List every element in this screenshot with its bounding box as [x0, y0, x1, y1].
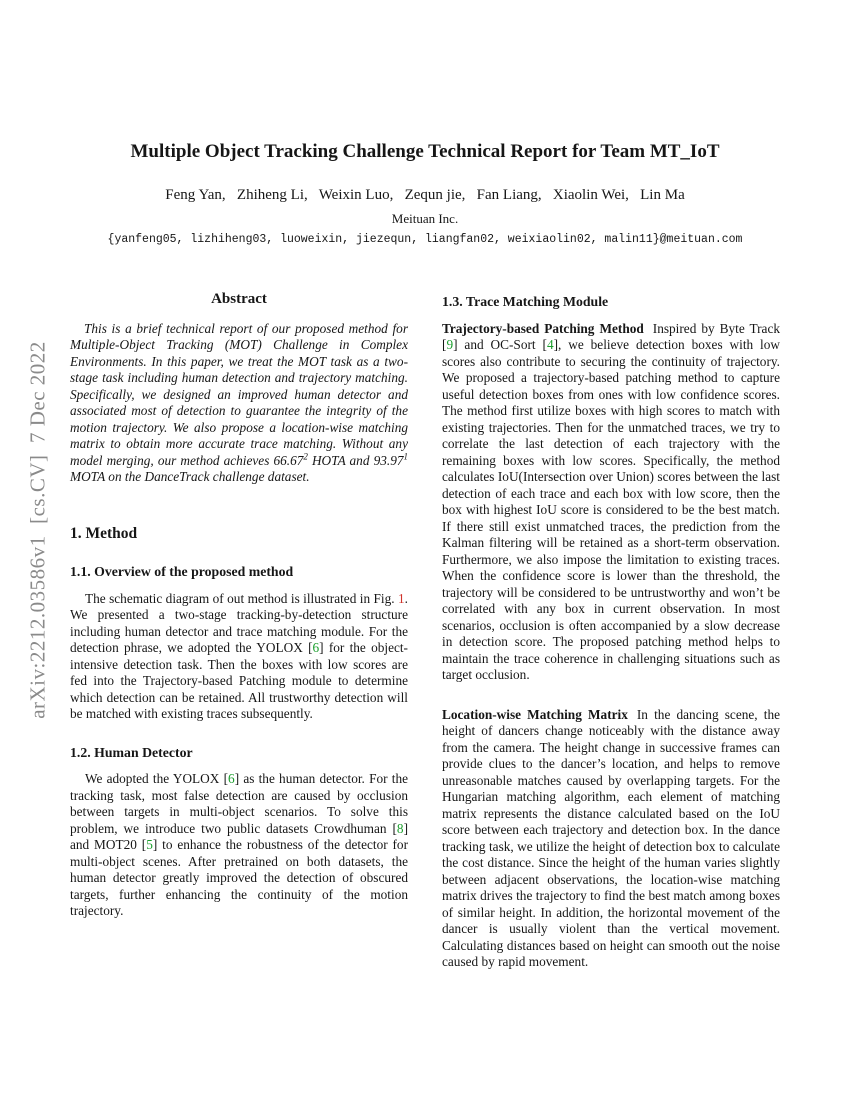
section-1-2-heading: 1.2. Human Detector — [70, 744, 193, 760]
author-list: Feng Yan, Zhiheng Li, Weixin Luo, Zequn jie, Fan Liang, Xiaolin Wei, Lin Ma — [165, 187, 685, 203]
affiliation: Meituan Inc. — [391, 211, 459, 226]
text-run: HOTA and 93.97 — [307, 452, 404, 468]
paper-header — [0, 141, 850, 246]
text-run: ] to enhance the robustness of the detector for multi-object scenes. After pretrained on both datasets, the human detector greatly improved the detection of obscured targets, further enhancing the continuity of the motion trajectory. — [70, 837, 409, 918]
superscript-note: 1 — [403, 451, 408, 462]
figure-ref-link[interactable]: 1 — [398, 590, 405, 606]
text-run: This is a brief technical report of our proposed method for Multiple-Object Tracking (MOT) Challenge in Complex Environments. In this paper, we treat the MOT task as a two-stage task including human detection and trajectory matching. Specifically, we designed an improved human detector and associated most of detection to guarantee the integrity of the motion trajectory. We also propose a location-wise matching matrix to obtain more accurate trace matching. Without any model merging, our method achieves 66.67 — [70, 320, 408, 468]
citation-link[interactable]: 6 — [228, 771, 235, 786]
location-matrix-paragraph — [442, 707, 780, 971]
citation-link[interactable]: 4 — [546, 337, 554, 352]
overview-paragraph — [70, 591, 408, 723]
text-run: ] and MOT20 [ — [70, 820, 408, 852]
section-1-3-heading: 1.3. Trace Matching Module — [442, 294, 609, 309]
text-run: ], we believe detection boxes with low scores also contribute to securing the continuity of trajectory. We proposed a trajectory-based patching method to capture useful detection boxes from ones with low confidence scores. The method first utilize boxes with high scores to match with existing trajectories. Then for the unmatched traces, we try to correlate the last detection of each trajectory with the remaining boxes with low scores. Specifically, the method calculates IoU(Intersection over Union) scores between the last detection of each trace and each box with low score, then the box with highest IoU score is considered to be the best match. If there still exist unmatched traces, the prediction from the Kalman filtering will be retained as a short-term observation. Furthermore, we also impose the limitation to existing traces. When the confidence score is lower than the threshold, the trajectory will be considered to be untrustworthy and won’t be correlated with any box in current observation. In most scenarios, occlusion is often accompanied by a slow decrease in detection score. The proposed patching method helps to maintain the trace coherence in challenging situations such as target occlusion. — [442, 337, 781, 682]
text-run: ] as the human detector. For the tracking task, most false detection are caused by occlusion between targets in multi-object scenarios. To solve this problem, we introduce two public datasets Crowdhuman [ — [70, 771, 408, 836]
section-1-1-heading: 1.1. Overview of the proposed method — [70, 564, 294, 579]
text-run: MOTA on the DanceTrack challenge dataset. — [70, 469, 310, 484]
right-column — [442, 291, 780, 971]
abstract-heading: Abstract — [211, 291, 267, 307]
text-run: ] and OC-Sort [ — [453, 337, 547, 352]
text-run: . We presented a two-stage tracking-by-detection structure including human detector and trace matching module. For the detection phrase, we adopted the YOLOX [ — [70, 590, 408, 655]
text-run: The schematic diagram of out method is illustrated in Fig. — [85, 590, 399, 606]
abstract-paragraph — [70, 321, 408, 486]
citation-link[interactable]: 9 — [446, 337, 454, 352]
citation-link[interactable]: 6 — [312, 640, 320, 655]
runin-heading: Trajectory-based Patching Method — [442, 320, 644, 336]
email-line: {yanfeng05, lizhiheng03, luoweixin, jiezequn, liangfan02, weixiaolin02, malin11}@meituan.com — [107, 233, 743, 246]
arxiv-stamp: arXiv:2212.03586v1 [cs.CV] 7 Dec 2022 — [25, 341, 50, 719]
text-run: ] for the object-intensive detection task. Then the boxes with low scores are fed into the Trajectory-based Patching module to determine which detection can be retained. All trustworthy detection will be matched with existing traces subsequently. — [70, 640, 408, 721]
text-run: We adopted the YOLOX [ — [85, 771, 229, 786]
runin-heading: Location-wise Matching Matrix — [442, 706, 628, 722]
left-column — [70, 291, 408, 920]
superscript-note: 2 — [303, 451, 308, 462]
paper-title: Multiple Object Tracking Challenge Technical Report for Team MT_IoT — [130, 141, 720, 162]
text-run: In the dancing scene, the height of dancers change noticeably with the distance away from the camera. The height change in successive frames can provide clues to the dancer’s location, and helps to remove unreasonable matches caused by overlapping targets. For the Hungarian matching algorithm, each element of matching matrix represents the distance calculated based on the IoU score between each trajectory and detection box. In the dance tracking task, we utilize the height of detection box to calculate the cost distance. Since the height of the human varies slightly between adjacent observations, the location-wise matching matrix drives the trajectory to find the best match among boxes of similar height. In addition, the horizontal movement of the dancer is usually violent than the vertical movement. Calculating distances based on height can smooth out the noise caused by rapid movement. — [442, 706, 780, 969]
human-detector-paragraph — [70, 771, 408, 920]
text-run: Inspired by Byte Track [ — [442, 320, 781, 352]
citation-link[interactable]: 8 — [396, 820, 404, 836]
section-1-heading: 1. Method — [70, 524, 138, 542]
trajectory-patching-paragraph — [442, 321, 780, 684]
citation-link[interactable]: 5 — [146, 837, 153, 852]
